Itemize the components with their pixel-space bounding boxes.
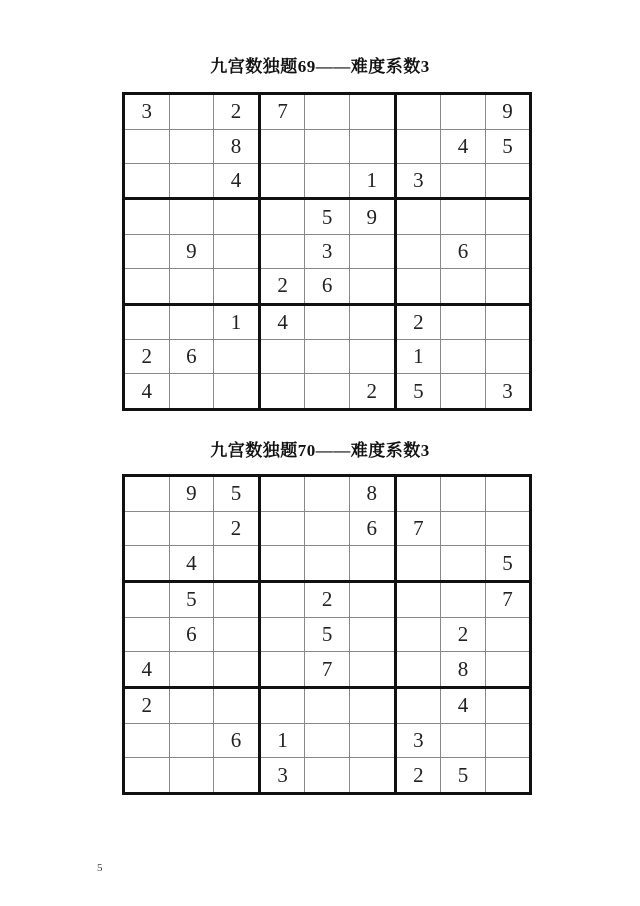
grid-cell xyxy=(169,374,214,410)
grid-cell xyxy=(214,652,260,688)
grid-cell xyxy=(485,234,531,268)
grid-cell: 6 xyxy=(169,340,214,374)
grid-cell xyxy=(169,304,214,340)
grid-cell: 1 xyxy=(349,163,395,199)
grid-cell xyxy=(124,758,170,794)
grid-cell xyxy=(214,269,260,305)
grid-cell xyxy=(349,687,395,723)
grid-cell: 3 xyxy=(395,723,441,757)
grid-row xyxy=(124,234,531,268)
grid-cell xyxy=(349,340,395,374)
grid-cell: 3 xyxy=(305,234,350,268)
grid-cell: 4 xyxy=(441,129,486,163)
grid-cell xyxy=(485,199,531,235)
grid-cell xyxy=(259,652,305,688)
grid-cell xyxy=(485,163,531,199)
grid-cell: 2 xyxy=(124,340,170,374)
grid-cell xyxy=(441,199,486,235)
grid-cell xyxy=(214,340,260,374)
grid-cell xyxy=(441,163,486,199)
grid-cell: 5 xyxy=(169,581,214,617)
grid-cell: 7 xyxy=(259,94,305,130)
grid-cell: 5 xyxy=(485,129,531,163)
grid-row xyxy=(124,546,531,582)
grid-cell xyxy=(305,723,350,757)
grid-cell xyxy=(349,129,395,163)
grid-cell xyxy=(441,511,486,545)
grid-cell: 4 xyxy=(214,163,260,199)
grid-cell xyxy=(485,617,531,651)
grid-cell: 4 xyxy=(169,546,214,582)
grid-row xyxy=(124,199,531,235)
sudoku-grid-69 xyxy=(122,92,532,411)
grid-cell xyxy=(485,758,531,794)
grid-row xyxy=(124,129,531,163)
grid-cell xyxy=(305,758,350,794)
grid-cell: 5 xyxy=(305,199,350,235)
grid-cell: 3 xyxy=(485,374,531,410)
grid-row xyxy=(124,581,531,617)
grid-cell: 5 xyxy=(485,546,531,582)
grid-cell: 9 xyxy=(349,199,395,235)
grid-cell: 6 xyxy=(305,269,350,305)
grid-cell xyxy=(169,129,214,163)
puzzle-69-title: 九宫数独题69——难度系数3 xyxy=(210,57,430,76)
grid-row xyxy=(124,511,531,545)
grid-cell xyxy=(395,129,441,163)
grid-cell xyxy=(441,476,486,512)
grid-cell xyxy=(395,94,441,130)
grid-cell xyxy=(349,304,395,340)
grid-cell xyxy=(395,546,441,582)
grid-cell: 4 xyxy=(259,304,305,340)
grid-cell xyxy=(485,723,531,757)
grid-cell: 2 xyxy=(214,94,260,130)
grid-cell: 6 xyxy=(349,511,395,545)
grid-cell xyxy=(305,476,350,512)
grid-cell xyxy=(169,652,214,688)
page-number: 5 xyxy=(97,862,103,874)
grid-cell xyxy=(485,652,531,688)
grid-cell xyxy=(259,617,305,651)
grid-cell xyxy=(305,94,350,130)
grid-cell xyxy=(441,340,486,374)
grid-cell: 4 xyxy=(441,687,486,723)
grid-cell xyxy=(305,546,350,582)
grid-cell xyxy=(305,511,350,545)
grid-cell: 1 xyxy=(214,304,260,340)
grid-row xyxy=(124,269,531,305)
grid-row xyxy=(124,340,531,374)
grid-cell xyxy=(259,234,305,268)
grid-cell: 3 xyxy=(124,94,170,130)
grid-cell xyxy=(214,617,260,651)
grid-cell xyxy=(259,163,305,199)
grid-cell xyxy=(395,652,441,688)
grid-cell: 2 xyxy=(349,374,395,410)
grid-row xyxy=(124,476,531,512)
grid-row xyxy=(124,652,531,688)
grid-row xyxy=(124,723,531,757)
grid-row xyxy=(124,304,531,340)
grid-cell: 7 xyxy=(305,652,350,688)
grid-cell xyxy=(214,581,260,617)
grid-cell xyxy=(124,234,170,268)
grid-cell: 7 xyxy=(485,581,531,617)
grid-cell xyxy=(169,758,214,794)
grid-cell: 3 xyxy=(395,163,441,199)
grid-cell xyxy=(169,511,214,545)
grid-cell xyxy=(441,546,486,582)
grid-cell xyxy=(349,723,395,757)
grid-cell xyxy=(259,374,305,410)
grid-cell xyxy=(305,129,350,163)
grid-cell xyxy=(305,374,350,410)
grid-cell xyxy=(214,374,260,410)
grid-cell xyxy=(441,723,486,757)
grid-cell xyxy=(441,581,486,617)
grid-cell: 2 xyxy=(395,304,441,340)
grid-cell xyxy=(259,546,305,582)
grid-cell: 4 xyxy=(124,374,170,410)
grid-cell xyxy=(124,476,170,512)
grid-cell: 2 xyxy=(305,581,350,617)
grid-cell xyxy=(349,94,395,130)
grid-cell xyxy=(124,723,170,757)
grid-cell xyxy=(259,476,305,512)
grid-cell xyxy=(124,546,170,582)
grid-cell xyxy=(395,687,441,723)
grid-cell: 2 xyxy=(441,617,486,651)
grid-cell xyxy=(441,374,486,410)
grid-cell xyxy=(485,476,531,512)
grid-row xyxy=(124,687,531,723)
grid-cell xyxy=(485,511,531,545)
grid-cell: 8 xyxy=(441,652,486,688)
grid-cell xyxy=(395,476,441,512)
grid-cell xyxy=(124,304,170,340)
grid-cell xyxy=(395,581,441,617)
grid-cell: 2 xyxy=(214,511,260,545)
grid-cell xyxy=(169,199,214,235)
grid-cell: 7 xyxy=(395,511,441,545)
grid-cell xyxy=(214,758,260,794)
grid-cell xyxy=(124,581,170,617)
grid-cell xyxy=(305,687,350,723)
grid-cell: 9 xyxy=(169,234,214,268)
grid-cell: 6 xyxy=(441,234,486,268)
grid-cell xyxy=(169,94,214,130)
grid-cell: 5 xyxy=(441,758,486,794)
grid-cell xyxy=(259,581,305,617)
sudoku-grid-70 xyxy=(122,474,532,795)
grid-cell: 3 xyxy=(259,758,305,794)
grid-cell xyxy=(124,269,170,305)
grid-cell xyxy=(214,199,260,235)
grid-row xyxy=(124,163,531,199)
grid-cell xyxy=(485,269,531,305)
grid-cell xyxy=(485,304,531,340)
grid-cell xyxy=(349,617,395,651)
grid-cell xyxy=(305,340,350,374)
grid-cell xyxy=(305,163,350,199)
grid-cell: 9 xyxy=(485,94,531,130)
grid-cell xyxy=(349,758,395,794)
grid-cell xyxy=(124,511,170,545)
grid-cell: 8 xyxy=(214,129,260,163)
grid-cell: 5 xyxy=(305,617,350,651)
grid-cell xyxy=(214,687,260,723)
grid-cell: 5 xyxy=(395,374,441,410)
grid-cell xyxy=(169,163,214,199)
grid-cell: 2 xyxy=(124,687,170,723)
grid-cell xyxy=(214,234,260,268)
grid-cell xyxy=(395,234,441,268)
grid-cell xyxy=(169,723,214,757)
grid-cell xyxy=(259,129,305,163)
grid-cell: 5 xyxy=(214,476,260,512)
grid-cell: 2 xyxy=(395,758,441,794)
grid-cell xyxy=(349,269,395,305)
grid-row xyxy=(124,94,531,130)
grid-cell xyxy=(259,511,305,545)
grid-cell xyxy=(259,340,305,374)
puzzle-70-title: 九宫数独题70——难度系数3 xyxy=(210,441,430,460)
grid-cell xyxy=(169,269,214,305)
grid-row xyxy=(124,758,531,794)
grid-cell: 6 xyxy=(169,617,214,651)
grid-row xyxy=(124,374,531,410)
grid-cell xyxy=(124,617,170,651)
grid-cell: 1 xyxy=(259,723,305,757)
grid-cell xyxy=(169,687,214,723)
grid-cell xyxy=(349,234,395,268)
grid-cell: 2 xyxy=(259,269,305,305)
grid-cell xyxy=(259,199,305,235)
grid-cell xyxy=(305,304,350,340)
grid-cell xyxy=(395,269,441,305)
grid-cell xyxy=(214,546,260,582)
grid-cell xyxy=(485,340,531,374)
grid-cell: 1 xyxy=(395,340,441,374)
grid-cell: 6 xyxy=(214,723,260,757)
grid-cell xyxy=(349,652,395,688)
grid-cell xyxy=(441,304,486,340)
grid-cell xyxy=(485,687,531,723)
grid-row xyxy=(124,617,531,651)
grid-cell xyxy=(349,581,395,617)
grid-cell xyxy=(395,199,441,235)
grid-cell: 4 xyxy=(124,652,170,688)
grid-cell: 8 xyxy=(349,476,395,512)
grid-cell: 9 xyxy=(169,476,214,512)
grid-cell xyxy=(124,129,170,163)
grid-cell xyxy=(124,199,170,235)
grid-cell xyxy=(395,617,441,651)
grid-cell xyxy=(259,687,305,723)
grid-cell xyxy=(441,269,486,305)
grid-cell xyxy=(124,163,170,199)
grid-cell xyxy=(349,546,395,582)
grid-cell xyxy=(441,94,486,130)
